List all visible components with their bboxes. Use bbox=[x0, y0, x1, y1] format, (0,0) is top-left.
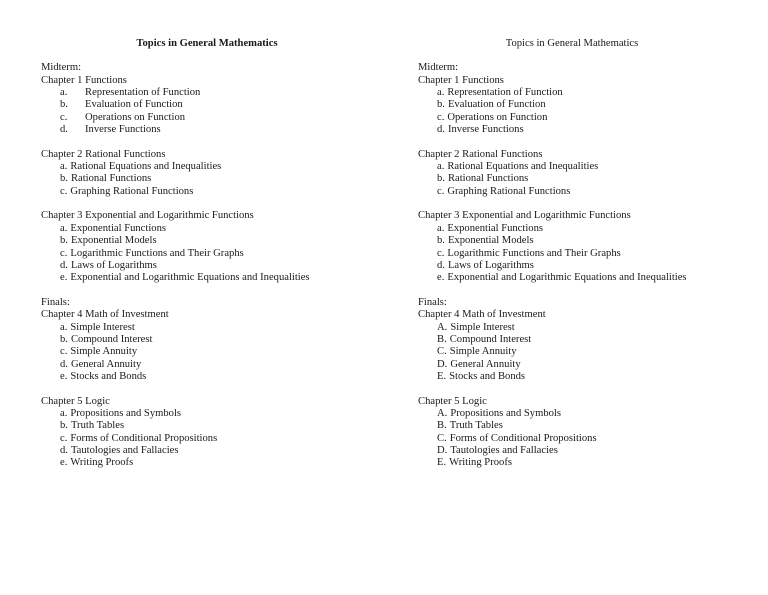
section-label-finals: Finals: bbox=[41, 296, 70, 308]
list-marker: b. bbox=[437, 235, 445, 247]
list-marker: d. bbox=[60, 124, 68, 136]
topic-text: Stocks and Bonds bbox=[449, 370, 526, 382]
left-column bbox=[41, 38, 371, 470]
list-marker: e. bbox=[60, 457, 68, 469]
topic-item bbox=[41, 87, 371, 99]
list-marker: c. bbox=[60, 432, 68, 444]
topic-text: Simple Annuity bbox=[70, 346, 138, 358]
topic-text: Logarithmic Functions and Their Graphs bbox=[70, 247, 244, 259]
topic-text: Propositions and Symbols bbox=[70, 407, 182, 419]
list-marker: e. bbox=[60, 272, 68, 284]
topic-item bbox=[418, 161, 758, 173]
topic-item bbox=[418, 223, 758, 235]
list-marker: A. bbox=[437, 321, 448, 333]
topic-item bbox=[41, 248, 371, 260]
list-marker: c. bbox=[437, 185, 445, 197]
list-marker: a. bbox=[437, 222, 445, 234]
section-label-midterm: Midterm: bbox=[418, 62, 459, 74]
right-column bbox=[418, 38, 758, 470]
list-marker: d. bbox=[437, 259, 445, 271]
topic-item bbox=[41, 223, 371, 235]
chapter-heading: Chapter 5 Logic bbox=[41, 395, 110, 407]
list-marker: e. bbox=[60, 370, 68, 382]
topic-text: Exponential and Logarithmic Equations and Inequalities bbox=[447, 272, 687, 284]
topic-item bbox=[41, 99, 371, 111]
topic-text: Truth Tables bbox=[70, 420, 125, 432]
list-marker: D. bbox=[437, 358, 448, 370]
topic-item bbox=[418, 272, 758, 284]
document-title: Topics in General Mathematics bbox=[505, 38, 639, 49]
chapter-heading: Chapter 1 Functions bbox=[418, 74, 504, 86]
topic-text: Simple Interest bbox=[70, 321, 135, 333]
topic-item bbox=[418, 408, 758, 420]
topic-text: Rational Functions bbox=[70, 173, 152, 185]
list-marker: d. bbox=[60, 445, 68, 456]
list-marker: a. bbox=[60, 321, 68, 333]
list-marker: b. bbox=[60, 333, 68, 345]
chapter-heading: Chapter 5 Logic bbox=[418, 395, 487, 407]
topic-text: Simple Interest bbox=[450, 321, 515, 333]
topic-item bbox=[41, 457, 371, 469]
list-marker: C. bbox=[437, 346, 447, 358]
chapter-heading: Chapter 2 Rational Functions bbox=[418, 148, 543, 160]
topic-item bbox=[418, 359, 758, 371]
topic-text: Stocks and Bonds bbox=[70, 370, 147, 382]
section-label-finals: Finals: bbox=[418, 296, 447, 308]
topic-text: Writing Proofs bbox=[449, 457, 512, 469]
topic-item bbox=[418, 334, 758, 346]
list-marker: E. bbox=[437, 370, 447, 382]
list-marker: c. bbox=[60, 185, 68, 197]
topic-item bbox=[41, 235, 371, 247]
list-marker: b. bbox=[60, 235, 68, 247]
topic-text: Forms of Conditional Propositions bbox=[70, 432, 218, 444]
topic-text: Exponential Functions bbox=[70, 222, 166, 234]
document-title: Topics in General Mathematics bbox=[136, 38, 278, 49]
topic-item bbox=[41, 124, 371, 136]
list-marker: a. bbox=[437, 161, 445, 173]
list-marker: c. bbox=[437, 247, 445, 259]
list-marker: a. bbox=[60, 87, 68, 99]
chapter-heading: Chapter 4 Math of Investment bbox=[41, 309, 169, 321]
topic-item bbox=[418, 87, 758, 99]
topic-item bbox=[418, 371, 758, 383]
topic-text: General Annuity bbox=[70, 358, 142, 370]
list-marker: d. bbox=[437, 124, 445, 136]
chapter-heading: Chapter 3 Exponential and Logarithmic Functions bbox=[418, 210, 631, 222]
topic-text: Exponential Models bbox=[70, 235, 157, 247]
list-marker: a. bbox=[437, 87, 445, 99]
topic-text: General Annuity bbox=[450, 358, 521, 370]
topic-item bbox=[41, 334, 371, 346]
topic-list bbox=[418, 223, 758, 285]
topic-text: Representation of Function bbox=[447, 87, 563, 99]
list-marker: D. bbox=[437, 445, 448, 456]
list-marker: b. bbox=[437, 99, 445, 111]
topic-list bbox=[41, 161, 371, 198]
list-marker: d. bbox=[60, 259, 68, 271]
topic-text: Laws of Logarithms bbox=[70, 259, 157, 271]
topic-item bbox=[41, 445, 371, 457]
topic-text: Exponential Functions bbox=[447, 222, 543, 234]
chapter-heading: Chapter 1 Functions bbox=[41, 74, 127, 86]
topic-text: Rational Functions bbox=[447, 173, 529, 185]
topic-item bbox=[41, 346, 371, 358]
topic-text: Simple Annuity bbox=[449, 346, 517, 358]
chapter-heading: Chapter 3 Exponential and Logarithmic Functions bbox=[41, 210, 254, 222]
list-marker: a. bbox=[60, 407, 68, 419]
topic-item bbox=[41, 359, 371, 371]
topic-item bbox=[418, 186, 758, 198]
topic-item bbox=[418, 173, 758, 185]
topic-item bbox=[418, 420, 758, 432]
topic-item bbox=[418, 457, 758, 469]
topic-text: Writing Proofs bbox=[70, 457, 134, 469]
topic-text: Evaluation of Function bbox=[447, 99, 546, 111]
topic-text: Evaluation of Function bbox=[85, 99, 183, 111]
topic-text: Exponential and Logarithmic Equations and Inequalities bbox=[70, 272, 310, 284]
topic-text: Compound Interest bbox=[70, 333, 153, 345]
topic-list bbox=[41, 408, 371, 470]
list-marker: a. bbox=[60, 222, 68, 234]
list-marker: C. bbox=[437, 432, 447, 444]
list-marker: d. bbox=[60, 358, 68, 370]
topic-item bbox=[41, 161, 371, 173]
list-marker: b. bbox=[60, 420, 68, 432]
topic-text: Compound Interest bbox=[449, 333, 532, 345]
topic-item bbox=[41, 408, 371, 420]
topic-text: Laws of Logarithms bbox=[447, 259, 534, 271]
topic-text: Operations on Function bbox=[85, 111, 186, 123]
topic-list bbox=[418, 161, 758, 198]
list-marker: a. bbox=[60, 161, 68, 173]
topic-list bbox=[41, 322, 371, 384]
topic-item bbox=[41, 420, 371, 432]
topic-text: Truth Tables bbox=[449, 420, 503, 432]
list-marker: E. bbox=[437, 457, 447, 469]
topic-item bbox=[418, 235, 758, 247]
topic-item bbox=[41, 371, 371, 383]
topic-item bbox=[418, 322, 758, 334]
topic-text: Graphing Rational Functions bbox=[70, 185, 194, 197]
list-marker: B. bbox=[437, 420, 447, 432]
topic-item bbox=[41, 186, 371, 198]
topic-item bbox=[418, 124, 758, 136]
topic-text: Exponential Models bbox=[447, 235, 534, 247]
topic-item bbox=[41, 173, 371, 185]
topic-item bbox=[418, 445, 758, 457]
topic-text: Inverse Functions bbox=[447, 124, 524, 136]
topic-text: Rational Equations and Inequalities bbox=[70, 161, 222, 173]
list-marker: b. bbox=[60, 173, 68, 185]
topic-list bbox=[418, 322, 758, 384]
topic-list bbox=[418, 87, 758, 136]
topic-item bbox=[418, 433, 758, 445]
topic-text: Representation of Function bbox=[85, 87, 201, 99]
list-marker: B. bbox=[437, 333, 447, 345]
topic-text: Forms of Conditional Propositions bbox=[449, 432, 597, 444]
topic-text: Rational Equations and Inequalities bbox=[447, 161, 599, 173]
topic-item bbox=[418, 248, 758, 260]
list-marker: b. bbox=[60, 99, 68, 111]
topic-text: Tautologies and Fallacies bbox=[70, 445, 179, 456]
topic-item bbox=[41, 322, 371, 334]
topic-item bbox=[418, 346, 758, 358]
list-marker: e. bbox=[437, 272, 445, 284]
list-marker: c. bbox=[437, 111, 445, 123]
list-marker: c. bbox=[60, 247, 68, 259]
topic-list bbox=[41, 223, 371, 285]
list-marker: c. bbox=[60, 111, 68, 123]
topic-item bbox=[41, 112, 371, 124]
topic-text: Inverse Functions bbox=[85, 124, 161, 136]
topic-text: Logarithmic Functions and Their Graphs bbox=[447, 247, 621, 259]
section-label-midterm: Midterm: bbox=[41, 62, 82, 74]
topic-text: Propositions and Symbols bbox=[450, 407, 561, 419]
chapter-heading: Chapter 4 Math of Investment bbox=[418, 309, 546, 321]
topic-text: Graphing Rational Functions bbox=[447, 185, 571, 197]
topic-item bbox=[418, 99, 758, 111]
list-marker: A. bbox=[437, 407, 448, 419]
chapter-heading: Chapter 2 Rational Functions bbox=[41, 148, 166, 160]
topic-text: Operations on Function bbox=[447, 111, 548, 123]
topic-text: Tautologies and Fallacies bbox=[450, 445, 558, 456]
topic-item bbox=[418, 260, 758, 272]
list-marker: b. bbox=[437, 173, 445, 185]
topic-list bbox=[418, 408, 758, 470]
topic-item bbox=[418, 112, 758, 124]
topic-item bbox=[41, 260, 371, 272]
list-marker: c. bbox=[60, 346, 68, 358]
topic-item bbox=[41, 433, 371, 445]
topic-list bbox=[41, 87, 371, 136]
topic-item bbox=[41, 272, 371, 284]
